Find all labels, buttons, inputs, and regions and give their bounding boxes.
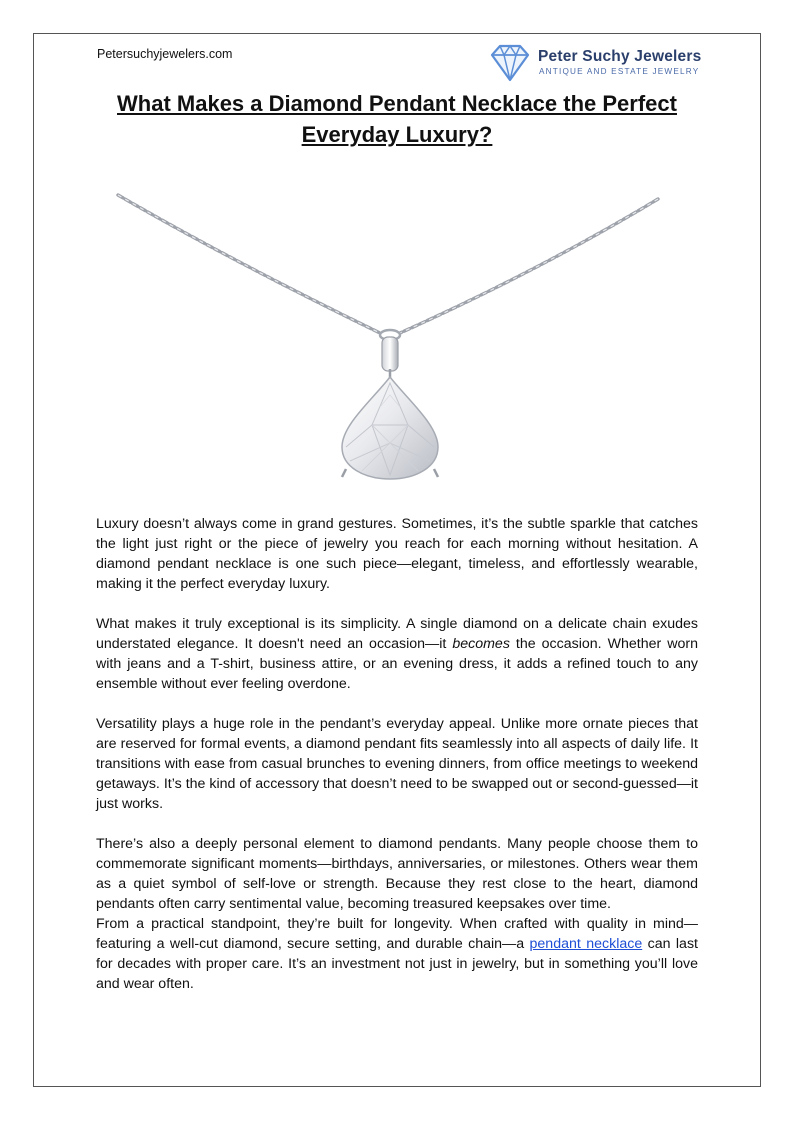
- paragraph-practical: [96, 914, 698, 994]
- paragraph-versatility: Versatility plays a huge role in the pendant’s everyday appeal. Unlike more ornate pieces that are reserved for formal events, a diamond pendant fits seamlessly into all aspects of daily life. It transitions with ease from casual brunches to evening dinners, from office meetings to weekend getaways. It’s the kind of accessory that doesn’t need to be swapped out or second-guessed—it just works.: [96, 716, 698, 812]
- paragraph-simplicity: [96, 614, 698, 694]
- diamond-pendant-image: [110, 185, 670, 495]
- article-body: [96, 514, 698, 1014]
- logo-name: Peter Suchy Jewelers: [538, 48, 702, 65]
- paragraph-personal: There’s also a deeply personal element to diamond pendants. Many people choose them to commemorate significant moments—birthdays, anniversaries, or milestones. Others wear them as a quiet symbol of self-love or strength. Because they rest close to the heart, diamond pendants often carry sentimental value, becoming treasured keepsakes over time.: [96, 836, 698, 912]
- paragraph-practical-text-b: can last for decades with proper care. It’s an investment not just in jewelry, but in something you’ll love and wear often.: [96, 936, 698, 992]
- paragraph-simplicity-text-b: the occasion. Whether worn with jeans and a T-shirt, business attire, or an evening dress, it adds a refined touch to any ensemble without ever feeling overdone.: [96, 636, 698, 692]
- article-title: What Makes a Diamond Pendant Necklace the Perfect Everyday Luxury?: [117, 91, 677, 147]
- pendant-necklace-link[interactable]: pendant necklace: [529, 936, 643, 952]
- paragraph-simplicity-text-a: What makes it truly exceptional is its simplicity. A single diamond on a delicate chain exudes understated elegance. It doesn't need an occasion—it: [96, 616, 698, 652]
- paragraph-luxury: Luxury doesn’t always come in grand gestures. Sometimes, it’s the subtle sparkle that catches the light just right or the piece of jewelry you reach for each morning without hesitation. A diamond pendant necklace is one such piece—elegant, timeless, and effortlessly wearable, making it the perfect everyday luxury.: [96, 516, 698, 592]
- brand-logo[interactable]: [488, 42, 703, 84]
- emphasis-becomes: becomes: [452, 636, 510, 652]
- diamond-logo-icon: [488, 43, 532, 83]
- site-url: Petersuchyjewelers.com: [97, 47, 233, 61]
- paragraph-practical-text-a: From a practical standpoint, they’re built for longevity. When crafted with quality in mind—featuring a well-cut diamond, secure setting, and durable chain—a: [96, 916, 698, 952]
- logo-tagline: ANTIQUE AND ESTATE JEWELRY: [539, 67, 700, 76]
